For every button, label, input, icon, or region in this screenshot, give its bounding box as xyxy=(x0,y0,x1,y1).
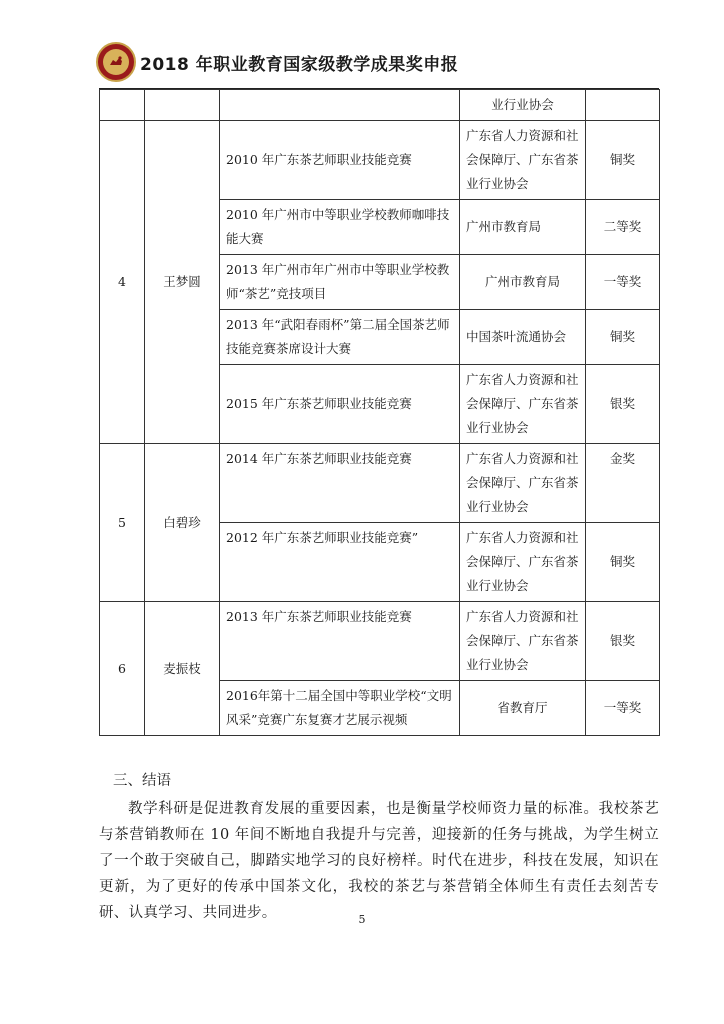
name-cell: 白碧珍 xyxy=(145,444,220,602)
org-cell: 广东省人力资源和社会保障厅、广东省茶业行业协会 xyxy=(460,365,586,444)
table-row xyxy=(100,602,660,681)
org-cell: 广东省人力资源和社会保障厅、广东省茶业行业协会 xyxy=(460,523,586,602)
org-cell: 省教育厅 xyxy=(460,681,586,736)
page-number: 5 xyxy=(358,913,366,926)
award-cell: 一等奖 xyxy=(586,681,660,736)
org-cell: 业行业协会 xyxy=(460,90,586,121)
event-cell xyxy=(220,90,460,121)
event-cell: 2012 年广东茶艺师职业技能竞赛” xyxy=(220,523,460,602)
event-cell: 2014 年广东茶艺师职业技能竞赛 xyxy=(220,444,460,523)
org-cell: 广东省人力资源和社会保障厅、广东省茶业行业协会 xyxy=(460,602,586,681)
name-cell xyxy=(145,90,220,121)
event-cell: 2013 年“武阳春雨杯”第二届全国茶艺师技能竞赛茶席设计大赛 xyxy=(220,310,460,365)
name-cell: 麦振枝 xyxy=(145,602,220,736)
award-cell: 铜奖 xyxy=(586,523,660,602)
conclusion-section xyxy=(99,768,659,926)
header-title: 2018 年职业教育国家级教学成果奖申报 xyxy=(140,54,459,75)
award-cell: 银奖 xyxy=(586,602,660,681)
index-cell: 6 xyxy=(100,602,145,736)
section-body: 教学科研是促进教育发展的重要因素，也是衡量学校师资力量的标准。我校茶艺与茶营销教师在 10 年间不断地自我提升与完善，迎接新的任务与挑战，为学生树立了一个敢于突破自己，脚踏实地学习的良好榜样。时代在进步，科技在发展，知识在更新，为了更好的传承中国茶文化，我校的茶艺与茶营销全体师生有责任去刻苦专研、认真学习、共同进步。 xyxy=(99,801,659,921)
award-cell: 金奖 xyxy=(586,444,660,523)
award-cell: 银奖 xyxy=(586,365,660,444)
event-cell: 2010 年广东茶艺师职业技能竞赛 xyxy=(220,121,460,200)
name-cell: 王梦圆 xyxy=(145,121,220,444)
event-cell: 2016年第十二届全国中等职业学校“文明风采”竞赛广东复赛才艺展示视频 xyxy=(220,681,460,736)
table-row xyxy=(100,121,660,200)
award-cell: 铜奖 xyxy=(586,121,660,200)
page-header xyxy=(96,40,458,84)
award-cell xyxy=(586,90,660,121)
event-cell: 2015 年广东茶艺师职业技能竞赛 xyxy=(220,365,460,444)
org-cell: 广州市教育局 xyxy=(460,200,586,255)
section-title: 三、结语 xyxy=(113,773,171,789)
awards-table xyxy=(99,89,660,736)
org-cell: 中国茶叶流通协会 xyxy=(460,310,586,365)
award-cell: 铜奖 xyxy=(586,310,660,365)
award-cell: 一等奖 xyxy=(586,255,660,310)
event-cell: 2010 年广州市中等职业学校教师咖啡技能大赛 xyxy=(220,200,460,255)
event-cell: 2013 年广东茶艺师职业技能竞赛 xyxy=(220,602,460,681)
org-cell: 广州市教育局 xyxy=(460,255,586,310)
index-cell: 4 xyxy=(100,121,145,444)
table-row xyxy=(100,444,660,523)
school-emblem-icon xyxy=(96,42,136,82)
org-cell: 广东省人力资源和社会保障厅、广东省茶业行业协会 xyxy=(460,444,586,523)
table-row xyxy=(100,90,660,121)
org-cell: 广东省人力资源和社会保障厅、广东省茶业行业协会 xyxy=(460,121,586,200)
award-cell: 二等奖 xyxy=(586,200,660,255)
index-cell xyxy=(100,90,145,121)
event-cell: 2013 年广州市年广州市中等职业学校教师“茶艺”竞技项目 xyxy=(220,255,460,310)
index-cell: 5 xyxy=(100,444,145,602)
